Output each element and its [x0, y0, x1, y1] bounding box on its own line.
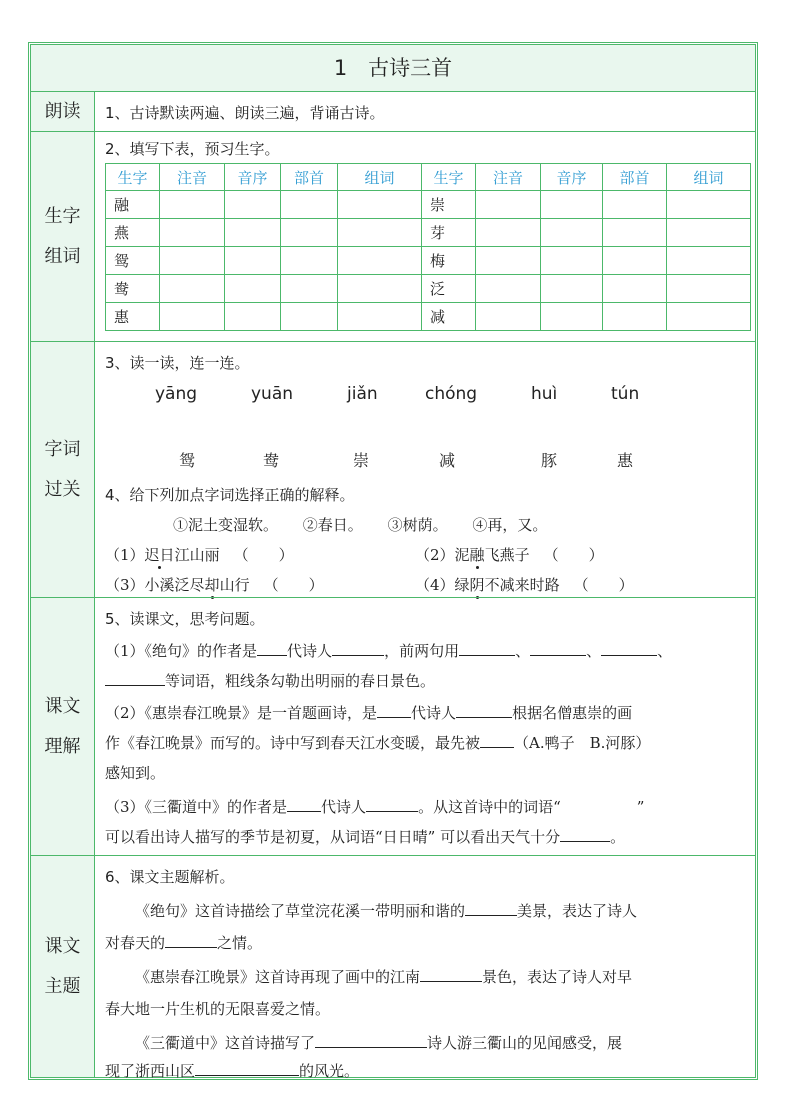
question-3: 3、读一读，连一连。	[105, 354, 250, 372]
section-label-characters	[31, 132, 95, 341]
table-header-row	[106, 164, 751, 191]
q5-text: ”	[636, 798, 645, 816]
blank-cell[interactable]	[160, 303, 225, 331]
blank-cell[interactable]	[338, 191, 422, 219]
label-characters-b: 组词	[44, 245, 81, 267]
q6-item-1-line1	[135, 900, 637, 921]
q4-item-4	[415, 574, 634, 595]
blank-cell[interactable]	[541, 275, 603, 303]
hanzi-item: 豚	[541, 451, 558, 470]
blank-cell[interactable]	[338, 247, 422, 275]
theme-content	[95, 856, 755, 1080]
header-cell: 部首	[603, 164, 667, 191]
blank-cell[interactable]	[667, 275, 751, 303]
question-4: 4、给下列加点字词选择正确的解释。	[105, 486, 355, 504]
blank-cell[interactable]	[603, 275, 667, 303]
comprehension-content	[95, 598, 755, 855]
blank-cell[interactable]	[603, 247, 667, 275]
header-cell: 注音	[476, 164, 541, 191]
blank-cell[interactable]	[541, 303, 603, 331]
reading-content	[95, 92, 755, 131]
section-characters	[31, 131, 755, 341]
section-label-comprehension	[31, 598, 95, 855]
section-label-theme	[31, 856, 95, 1077]
header-cell: 组词	[667, 164, 751, 191]
table-row	[106, 303, 751, 331]
option-2: ②春日。	[302, 516, 363, 534]
blank-line[interactable]	[366, 797, 418, 812]
section-theme	[31, 855, 755, 1080]
blank-line[interactable]	[287, 797, 321, 812]
q5-text: 代诗人	[321, 798, 367, 816]
blank-cell[interactable]	[281, 275, 338, 303]
blank-cell[interactable]	[338, 275, 422, 303]
q4-options	[173, 514, 547, 535]
blank-cell[interactable]	[338, 303, 422, 331]
character-table	[105, 163, 751, 331]
q4-item-text: （1）	[105, 546, 145, 564]
blank-line[interactable]	[480, 733, 514, 748]
q6-text: 诗人游三衢山的见闻感受，展	[427, 1034, 623, 1052]
question-2: 2、填写下表，预习生字。	[105, 140, 280, 158]
q6-item-3-line2	[105, 1060, 359, 1081]
q5-text: （A.鸭子 B.河豚）	[514, 734, 651, 752]
q6-text: 景色，表达了诗人对早	[482, 968, 633, 986]
blank-cell[interactable]	[476, 303, 541, 331]
answer-paren[interactable]: （ ）	[573, 576, 634, 594]
q5-text: 等词语，粗线条勾勒出明丽的春日景色。	[165, 672, 436, 690]
blank-line[interactable]	[377, 703, 411, 718]
blank-cell[interactable]	[160, 191, 225, 219]
blank-cell[interactable]	[225, 275, 281, 303]
dotted-word: 阴	[469, 576, 485, 594]
blank-cell[interactable]	[225, 247, 281, 275]
q5-item-1-line2	[105, 670, 435, 691]
dotted-word: 融	[469, 546, 485, 564]
q5-text: ，前两句用	[384, 642, 460, 660]
q6-item-3-line1	[135, 1032, 622, 1053]
blank-cell[interactable]	[281, 247, 338, 275]
blank-cell[interactable]	[603, 303, 667, 331]
q5-item-2-line2	[105, 732, 650, 753]
option-1: ①泥土变湿软。	[173, 516, 279, 534]
hanzi-item: 减	[439, 451, 456, 470]
blank-line[interactable]	[601, 641, 657, 656]
q5-text: 、	[515, 642, 531, 660]
char-cell: 崇	[422, 191, 476, 219]
blank-cell[interactable]	[160, 219, 225, 247]
char-cell: 融	[106, 191, 160, 219]
blank-cell[interactable]	[160, 275, 225, 303]
blank-cell[interactable]	[603, 191, 667, 219]
blank-cell[interactable]	[476, 275, 541, 303]
blank-cell[interactable]	[476, 191, 541, 219]
answer-paren[interactable]: （ ）	[263, 576, 324, 594]
hanzi-item: 崇	[353, 451, 370, 470]
q6-text: 的风光。	[299, 1062, 360, 1080]
q5-item-3-line2	[105, 826, 625, 847]
question-5: 5、读课文，思考问题。	[105, 610, 265, 628]
header-cell: 生字	[422, 164, 476, 191]
label-vocabulary-b: 过关	[44, 478, 81, 500]
q6-text: 对春天的	[105, 934, 166, 952]
header-cell: 注音	[160, 164, 225, 191]
q4-item-text: 飞燕子	[484, 546, 530, 564]
blank-cell[interactable]	[476, 219, 541, 247]
char-cell: 减	[422, 303, 476, 331]
answer-paren[interactable]: （ ）	[233, 546, 294, 564]
char-cell: 惠	[106, 303, 160, 331]
q5-item-2-line3: 感知到。	[105, 764, 166, 782]
q6-text: 现了浙西山区	[105, 1062, 196, 1080]
blank-line[interactable]	[315, 1033, 427, 1048]
blank-line[interactable]	[459, 641, 515, 656]
q5-text: （2）《惠崇春江晚景》是一首题画诗，是	[105, 704, 378, 722]
char-cell: 梅	[422, 247, 476, 275]
option-3: ③树荫。	[387, 516, 448, 534]
blank-line[interactable]	[257, 641, 287, 656]
q6-item-2-line1	[135, 966, 632, 987]
blank-cell[interactable]	[281, 191, 338, 219]
q6-text: 《惠崇春江晚景》这首诗再现了画中的江南	[135, 968, 421, 986]
pinyin-item: chóng	[425, 384, 478, 404]
blank-cell[interactable]	[541, 191, 603, 219]
blank-cell[interactable]	[281, 219, 338, 247]
q6-text: 《绝句》这首诗描绘了草堂浣花溪一带明丽和谐的	[135, 902, 466, 920]
q4-item-3	[105, 574, 324, 595]
blank-quote[interactable]	[561, 798, 637, 812]
char-cell: 鸳	[106, 247, 160, 275]
q5-text: 、	[586, 642, 602, 660]
blank-cell[interactable]	[667, 191, 751, 219]
label-comprehension-b: 理解	[44, 735, 81, 757]
blank-cell[interactable]	[225, 191, 281, 219]
hanzi-item: 鸯	[263, 451, 280, 470]
blank-line[interactable]	[456, 703, 512, 718]
worksheet-frame	[28, 42, 758, 1080]
characters-content	[95, 132, 755, 341]
q5-item-2-line1	[105, 702, 632, 723]
blank-cell[interactable]	[225, 219, 281, 247]
q4-item-2	[415, 544, 604, 565]
char-cell: 鸯	[106, 275, 160, 303]
label-characters-a: 生字	[44, 205, 81, 227]
label-vocabulary-a: 字词	[44, 438, 81, 460]
table-row	[106, 275, 751, 303]
header-cell: 音序	[225, 164, 281, 191]
header-cell: 组词	[338, 164, 422, 191]
blank-line[interactable]	[195, 1061, 299, 1076]
blank-line[interactable]	[105, 671, 165, 686]
q5-text: 。从这首诗中的词语“	[418, 798, 561, 816]
hanzi-item: 惠	[617, 451, 634, 470]
q6-text: 美景，表达了诗人	[517, 902, 638, 920]
blank-line[interactable]	[530, 641, 586, 656]
blank-cell[interactable]	[160, 247, 225, 275]
q4-item-text: （2）泥	[415, 546, 470, 564]
q5-text: 代诗人	[287, 642, 333, 660]
q4-item-text: 江山丽	[174, 546, 220, 564]
blank-cell[interactable]	[603, 219, 667, 247]
blank-line[interactable]	[560, 827, 610, 842]
pinyin-item: tún	[611, 384, 640, 404]
q4-item-text: 不减来时路	[484, 576, 560, 594]
answer-paren[interactable]: （ ）	[543, 546, 604, 564]
blank-cell[interactable]	[476, 247, 541, 275]
blank-cell[interactable]	[667, 247, 751, 275]
section-label-vocabulary	[31, 342, 95, 597]
blank-line[interactable]	[332, 641, 384, 656]
section-label-reading	[31, 92, 95, 131]
label-theme-b: 主题	[44, 975, 81, 997]
question-6: 6、课文主题解析。	[105, 868, 235, 886]
option-4: ④再，又。	[472, 516, 548, 534]
section-reading	[31, 91, 755, 131]
label-comprehension-a: 课文	[44, 695, 81, 717]
pinyin-item: yuān	[251, 384, 294, 404]
q5-text: （1）《绝句》的作者是	[105, 642, 258, 660]
header-cell: 部首	[281, 164, 338, 191]
header-cell: 音序	[541, 164, 603, 191]
label-theme-a: 课文	[44, 935, 81, 957]
q4-item-text: （3）小溪泛尽	[105, 576, 205, 594]
q4-item-1	[105, 544, 294, 565]
q5-item-3-line1	[105, 796, 644, 817]
q5-item-1-line1	[105, 640, 672, 661]
question-1: 1、古诗默读两遍、朗读三遍，背诵古诗。	[105, 104, 385, 122]
char-cell: 泛	[422, 275, 476, 303]
q6-text: 之情。	[217, 934, 263, 952]
q5-text: 作《春江晚景》而写的。诗中写到春天江水变暖，最先被	[105, 734, 481, 752]
char-cell: 燕	[106, 219, 160, 247]
table-row	[106, 191, 751, 219]
char-cell: 芽	[422, 219, 476, 247]
hanzi-item: 鸳	[179, 451, 196, 470]
q5-text: 代诗人	[411, 704, 457, 722]
blank-line[interactable]	[165, 933, 217, 948]
dotted-word: 却	[204, 576, 220, 594]
header-cell: 生字	[106, 164, 160, 191]
blank-line[interactable]	[465, 901, 517, 916]
q5-text: 。	[610, 828, 626, 846]
q5-text: 可以看出诗人描写的季节是初夏，从词语“日日晴” 可以看出天气十分	[105, 828, 561, 846]
label-reading: 朗读	[44, 100, 81, 122]
q5-text: 根据名僧惠崇的画	[512, 704, 633, 722]
vocabulary-content	[95, 342, 755, 597]
section-comprehension	[31, 597, 755, 855]
q6-item-2-line2: 春大地一片生机的无限喜爱之情。	[105, 1000, 331, 1018]
blank-cell[interactable]	[281, 303, 338, 331]
page-title: 1 古诗三首	[31, 45, 755, 91]
q5-text: 、	[657, 642, 673, 660]
pinyin-item: jiǎn	[347, 384, 378, 404]
q4-item-text: 山行	[219, 576, 250, 594]
table-row	[106, 247, 751, 275]
dotted-word: 迟日	[144, 546, 175, 564]
blank-cell[interactable]	[667, 303, 751, 331]
blank-cell[interactable]	[541, 219, 603, 247]
blank-line[interactable]	[420, 967, 482, 982]
pinyin-item: yāng	[155, 384, 198, 404]
blank-cell[interactable]	[541, 247, 603, 275]
blank-cell[interactable]	[225, 303, 281, 331]
q6-item-1-line2	[105, 932, 262, 953]
q6-text: 《三衢道中》这首诗描写了	[135, 1034, 316, 1052]
q4-item-text: （4）绿	[415, 576, 470, 594]
q5-text: （3）《三衢道中》的作者是	[105, 798, 288, 816]
section-vocabulary	[31, 341, 755, 597]
pinyin-item: huì	[531, 384, 558, 404]
table-row	[106, 219, 751, 247]
blank-cell[interactable]	[667, 219, 751, 247]
blank-cell[interactable]	[338, 219, 422, 247]
